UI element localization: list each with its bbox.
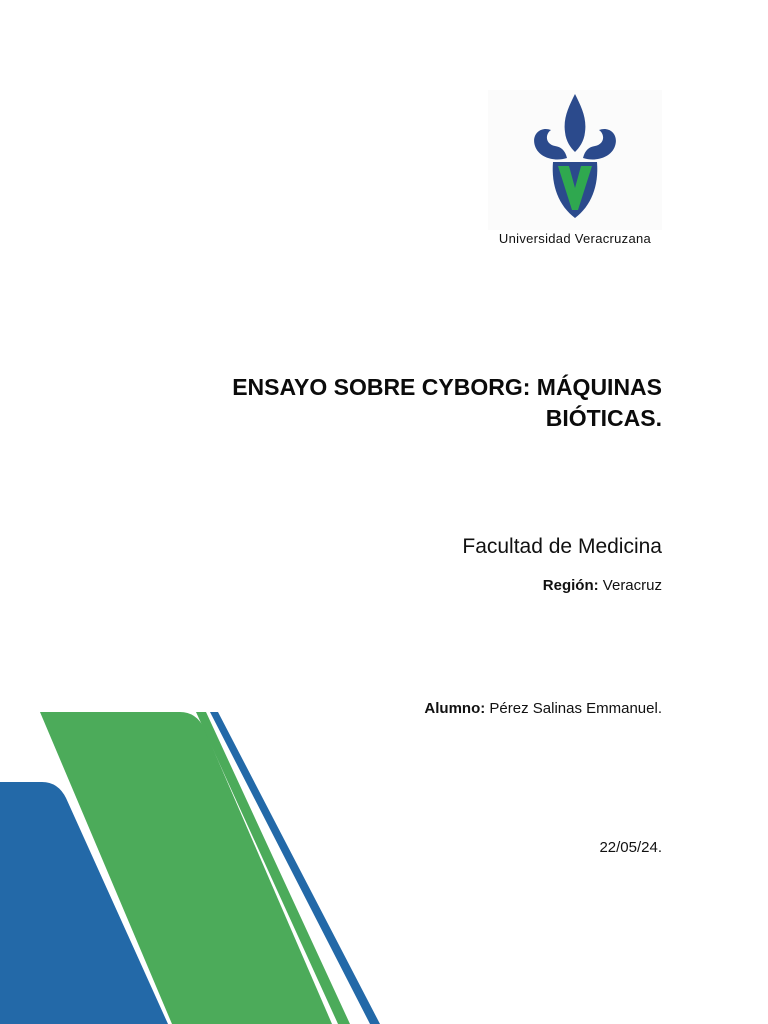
student-line xyxy=(424,700,662,717)
university-logo xyxy=(488,90,662,248)
student-value: Pérez Salinas Emmanuel. xyxy=(489,700,662,717)
region-label: Región: xyxy=(542,577,599,594)
institution-name: Universidad Veracruzana xyxy=(498,231,652,246)
region-line xyxy=(543,577,662,594)
document-date: 22/05/24. xyxy=(599,839,662,856)
region-value: Veracruz xyxy=(602,577,662,594)
student-label: Alumno: xyxy=(424,700,486,717)
logo-emblem xyxy=(488,90,662,230)
document-title: ENSAYO SOBRE CYBORG: MÁQUINAS BIÓTICAS. xyxy=(232,374,662,431)
faculty-name: Facultad de Medicina xyxy=(462,535,662,558)
fleur-de-lis-v-emblem-icon xyxy=(525,92,625,222)
decorative-stripes xyxy=(0,700,400,1024)
